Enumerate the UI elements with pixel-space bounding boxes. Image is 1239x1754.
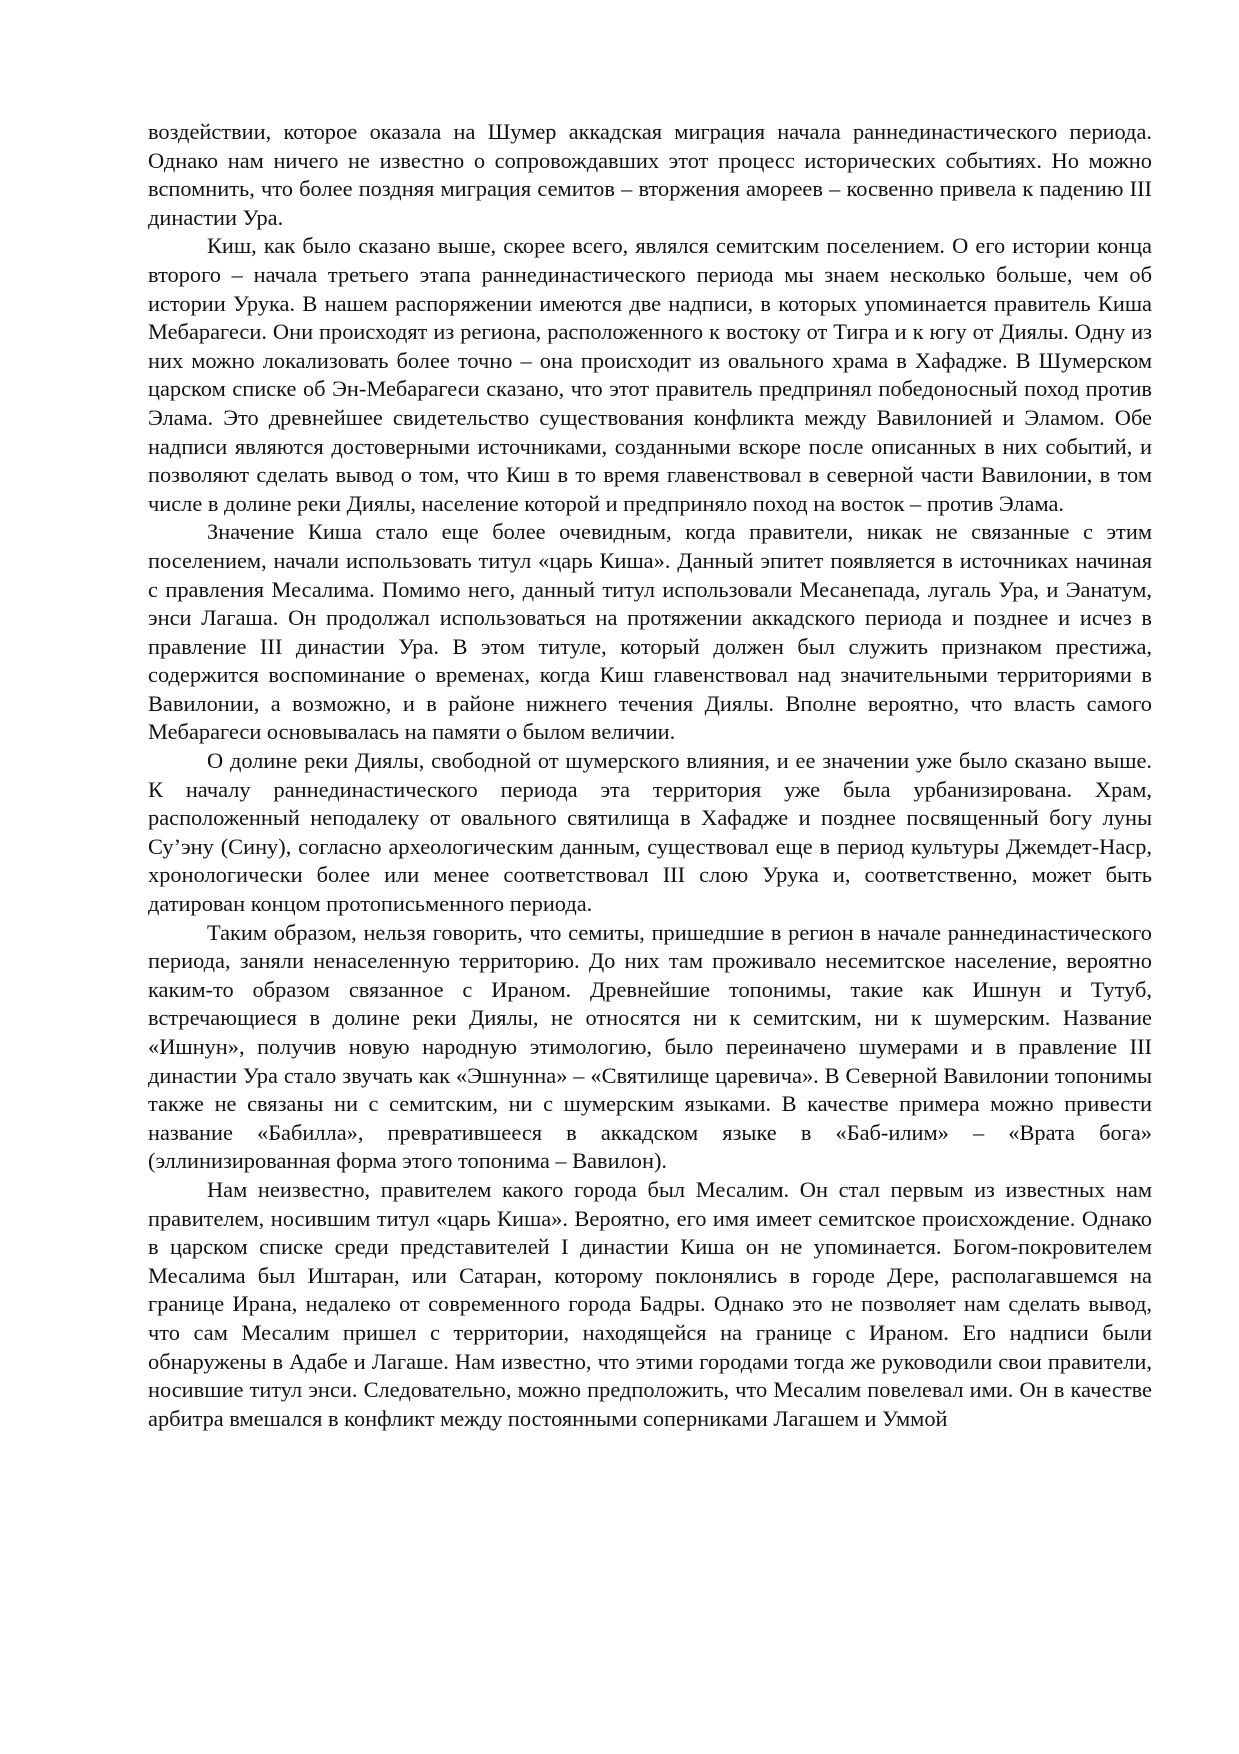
paragraph-1: воздействии, которое оказала на Шумер аккадская миграция начала раннединастического периода. Однако нам ничего не известно о сопровождавших этот процесс исторических событиях. Но можно вспомнить, что более поздняя миграция семитов – вторжения амореев – косвенно привела к падению III династии Ура. — [148, 119, 1152, 230]
paragraph-6: Нам неизвестно, правителем какого города был Месалим. Он стал первым из известных нам правителем, носившим титул «царь Киша». Вероятно, его имя имеет семитское происхождение. Однако в царском списке среди представителей I династии Киша он не упоминается. Богом-покровителем Месалима был Иштаран, или Сатаран, которому поклонялись в городе Дере, располагавшемся на границе Ирана, недалеко от современного города Бадры. Однако это не позволяет нам сделать вывод, что сам Месалим пришел с территории, находящейся на границе с Ираном. Его надписи были обнаружены в Адабе и Лагаше. Нам известно, что этими городами тогда же руководили свои правители, носившие титул энси. Следовательно, можно предположить, что Месалим повелевал ими. Он в качестве арбитра вмешался в конфликт между постоянными соперниками Лагашем и Уммой — [148, 1176, 1152, 1431]
paragraph-3: Значение Киша стало еще более очевидным, когда правители, никак не связанные с этим поселением, начали использовать титул «царь Киша». Данный эпитет появляется в источниках начиная с правления Месалима. Помимо него, данный титул использовали Месанепада, лугаль Ура, и Эанатум, энси Лагаша. Он продолжал использоваться на протяжении аккадского периода и позднее и исчез в правление III династии Ура. В этом титуле, который должен был служить признаком престижа, содержится воспоминание о временах, когда Киш главенствовал над значительными территориями в Вавилонии, а возможно, и в районе нижнего течения Диялы. Вполне вероятно, что власть самого Мебарагеси основывалась на памяти о былом величии. — [148, 519, 1152, 745]
document-page — [148, 118, 1152, 1433]
paragraph-4: О долине реки Диялы, свободной от шумерского влияния, и ее значении уже было сказано выше. К началу раннединастического периода эта территория уже была урбанизирована. Храм, расположенный неподалеку от овального святилища в Хафадже и позднее посвященный богу луны Су’эну (Сину), согласно археологическим данным, существовал еще в период культуры Джемдет-Наср, хронологически более или менее соответствовал III слою Урука и, соответственно, может быть датирован концом протописьменного периода. — [148, 748, 1152, 917]
paragraph-5: Таким образом, нельзя говорить, что семиты, пришедшие в регион в начале раннединастического периода, заняли ненаселенную территорию. До них там проживало несемитское население, вероятно каким-то образом связанное с Ираном. Древнейшие топонимы, такие как Ишнун и Тутуб, встречающиеся в долине реки Диялы, не относятся ни к семитским, ни к шумерским. Название «Ишнун», получив новую народную этимологию, было переиначено шумерами и в правление III династии Ура стало звучать как «Эшнунна» – «Святилище царевича». В Северной Вавилонии топонимы также не связаны ни с семитским, ни с шумерским языками. В качестве примера можно привести название «Бабилла», превратившееся в аккадском языке в «Баб-илим» – «Врата бога» (эллинизированная форма этого топонима – Вавилон). — [148, 919, 1152, 1174]
paragraph-2: Киш, как было сказано выше, скорее всего, являлся семитским поселением. О его истории конца второго – начала третьего этапа раннединастического периода мы знаем несколько больше, чем об истории Урука. В нашем распоряжении имеются две надписи, в которых упоминается правитель Киша Мебарагеси. Они происходят из региона, расположенного к востоку от Тигра и к югу от Диялы. Одну из них можно локализовать более точно – она происходит из овального храма в Хафадже. В Шумерском царском списке об Эн-Мебарагеси сказано, что этот правитель предпринял победоносный поход против Элама. Это древнейшее свидетельство существования конфликта между Вавилонией и Эламом. Обе надписи являются достоверными источниками, созданными вскоре после описанных в них событий, и позволяют сделать вывод о том, что Киш в то время главенствовал в северной части Вавилонии, в том числе в долине реки Диялы, население которой и предприняло поход на восток – против Элама. — [148, 233, 1152, 516]
